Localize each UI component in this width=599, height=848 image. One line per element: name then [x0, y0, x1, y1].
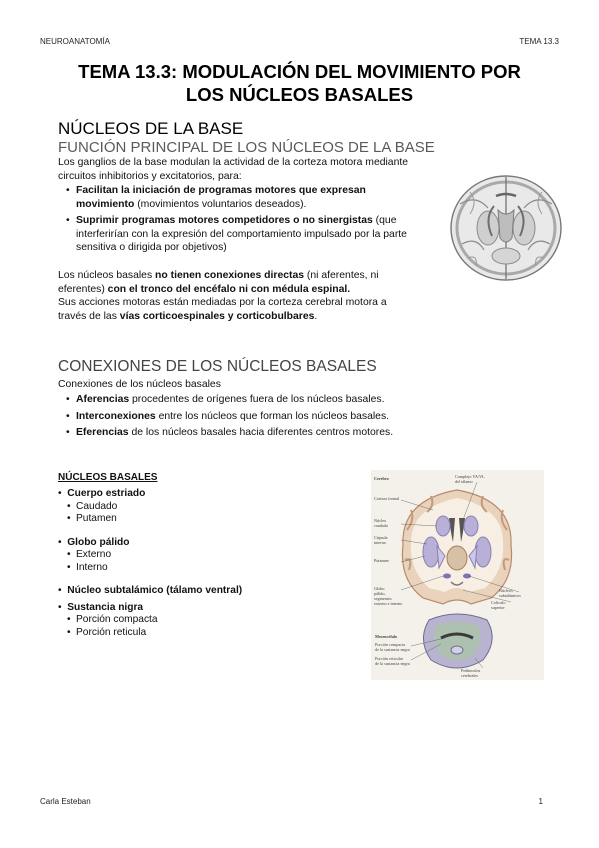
para2-a: Los núcleos basales: [58, 270, 156, 281]
bullet2-rest-c: sensitiva o dirigida por objetivos): [76, 242, 227, 253]
cuerpo-estriado: Cuerpo estriado: [67, 488, 146, 499]
fig-label-mesencefalo: Mesencéfalo: [375, 634, 398, 639]
b3-rest: de los núcleos basales hacia diferentes centros motores.: [128, 427, 394, 438]
b2-rest: entre los núcleos que forman los núcleos basales.: [155, 410, 390, 422]
list-item: • Putamen: [58, 513, 318, 526]
function-list: [62, 184, 442, 255]
nucleos-list: [58, 488, 318, 639]
para3-a: Sus acciones motoras están mediadas por la corteza cerebral motora a: [58, 297, 387, 308]
b1-rest: procedentes de orígenes fuera de los núcleos basales.: [129, 394, 385, 405]
b2-bold: Interconexiones: [76, 410, 156, 422]
conexiones-intro: Conexiones de los núcleos basales: [58, 379, 221, 390]
list-item: • Porción reticula: [58, 627, 318, 640]
fig-label-cerebro: Cerebro: [374, 476, 389, 481]
list-item: [62, 393, 462, 407]
bullet1-bold-b: movimiento: [76, 198, 135, 210]
paragraph-conexiones-directas: [58, 269, 438, 323]
header-left: NEUROANATOMÍA: [40, 37, 110, 46]
title-line-1: TEMA 13.3: MODULACIÓN DEL MOVIMIENTO POR: [78, 61, 521, 82]
para2-e: con el tronco del encéfalo ni con médula espinal.: [107, 283, 351, 295]
page-title: [40, 60, 559, 106]
brain-axial-image: [448, 174, 564, 282]
fig-label-complejo: Complejo VA/VL del tálamo: [455, 474, 485, 484]
fig-label-reticular: Porción reticular de la sustancia negra: [375, 656, 410, 666]
list-item: [62, 426, 462, 440]
bullet1-rest: (movimientos voluntarios deseados).: [134, 198, 307, 210]
sustancia-nigra: Sustancia nigra: [67, 601, 144, 613]
list-item: [62, 410, 462, 424]
nucleo-subtalamico: Núcleo subtalámico (tálamo ventral): [67, 585, 243, 596]
header-right: TEMA 13.3: [519, 37, 559, 46]
para3-d: .: [314, 310, 318, 322]
basal-ganglia-figure: [371, 470, 544, 680]
subheading-funcion: FUNCIÓN PRINCIPAL DE LOS NÚCLEOS DE LA BASE: [58, 139, 435, 156]
fig-label-putamen: Putamen: [374, 558, 389, 563]
list-item: • Globo pálido: [58, 536, 130, 548]
fig-label-coliculo: Colículo superior: [491, 600, 506, 610]
list-item: [62, 214, 442, 255]
section-heading-conexiones: CONEXIONES DE LOS NÚCLEOS BASALES: [58, 358, 377, 375]
fig-label-capsula: Cápsula interna: [374, 535, 388, 545]
list-item: • Interno: [58, 562, 318, 575]
para2-d: eferentes): [58, 283, 108, 295]
bullet2-bold: Suprimir programas motores competidores o no sinergistas: [76, 215, 373, 226]
title-line-2: LOS NÚCLEOS BASALES: [185, 84, 414, 105]
intro-paragraph: [58, 156, 458, 183]
list-item: • Externo: [58, 549, 318, 562]
fig-label-caudado: Núcleo caudado: [374, 518, 388, 528]
para3-b: través de las: [58, 310, 120, 322]
connections-list: [62, 393, 462, 440]
list-item: • Cuerpo estriado: [58, 488, 146, 499]
para3-c: vías corticoespinales y corticobulbares: [119, 310, 315, 322]
para2-c: (ni aferentes, ni: [304, 270, 379, 281]
list-item: • Porción compacta: [58, 614, 318, 627]
nucleos-basales-title: NÚCLEOS BASALES: [58, 472, 158, 483]
bullet1-bold-a: Facilitan la iniciación de programas motores que expresan: [76, 185, 366, 196]
fig-label-corteza: Corteza frontal: [374, 496, 400, 501]
fig-label-pedunculos: Pedúnculos cerebrales: [461, 668, 481, 678]
intro-line-2: circuitos inhibitorios y excitatorios, para:: [58, 170, 242, 182]
bullet2-rest-b: interferirían con la expresión del comportamiento impulsado por la parte: [76, 228, 407, 240]
b3-bold: Eferencias: [76, 427, 129, 438]
list-item: • Núcleo subtalámico (tálamo ventral): [58, 585, 243, 596]
b1-bold: Aferencias: [76, 394, 130, 405]
intro-line-1: Los ganglios de la base modulan la actividad de la corteza motora mediante: [58, 157, 409, 168]
page-number: 1: [538, 797, 543, 806]
list-item: • Caudado: [58, 501, 318, 514]
para2-b: no tienen conexiones directas: [155, 270, 305, 281]
section-heading-nucleos: NÚCLEOS DE LA BASE: [58, 119, 244, 138]
list-item: [62, 184, 442, 211]
fig-label-subtalamicos: Núcleos subtalámicos: [499, 588, 521, 598]
fig-label-compacta: Porción compacta de la sustancia negra: [375, 642, 410, 652]
fig-label-globo: Globo pálido, segmentos externo e interno: [374, 586, 403, 606]
list-item: • Sustancia nigra: [58, 601, 144, 613]
globo-palido: Globo pálido: [67, 536, 130, 548]
footer-author: Carla Esteban: [40, 797, 91, 806]
bullet2-rest-a: (que: [372, 215, 397, 226]
